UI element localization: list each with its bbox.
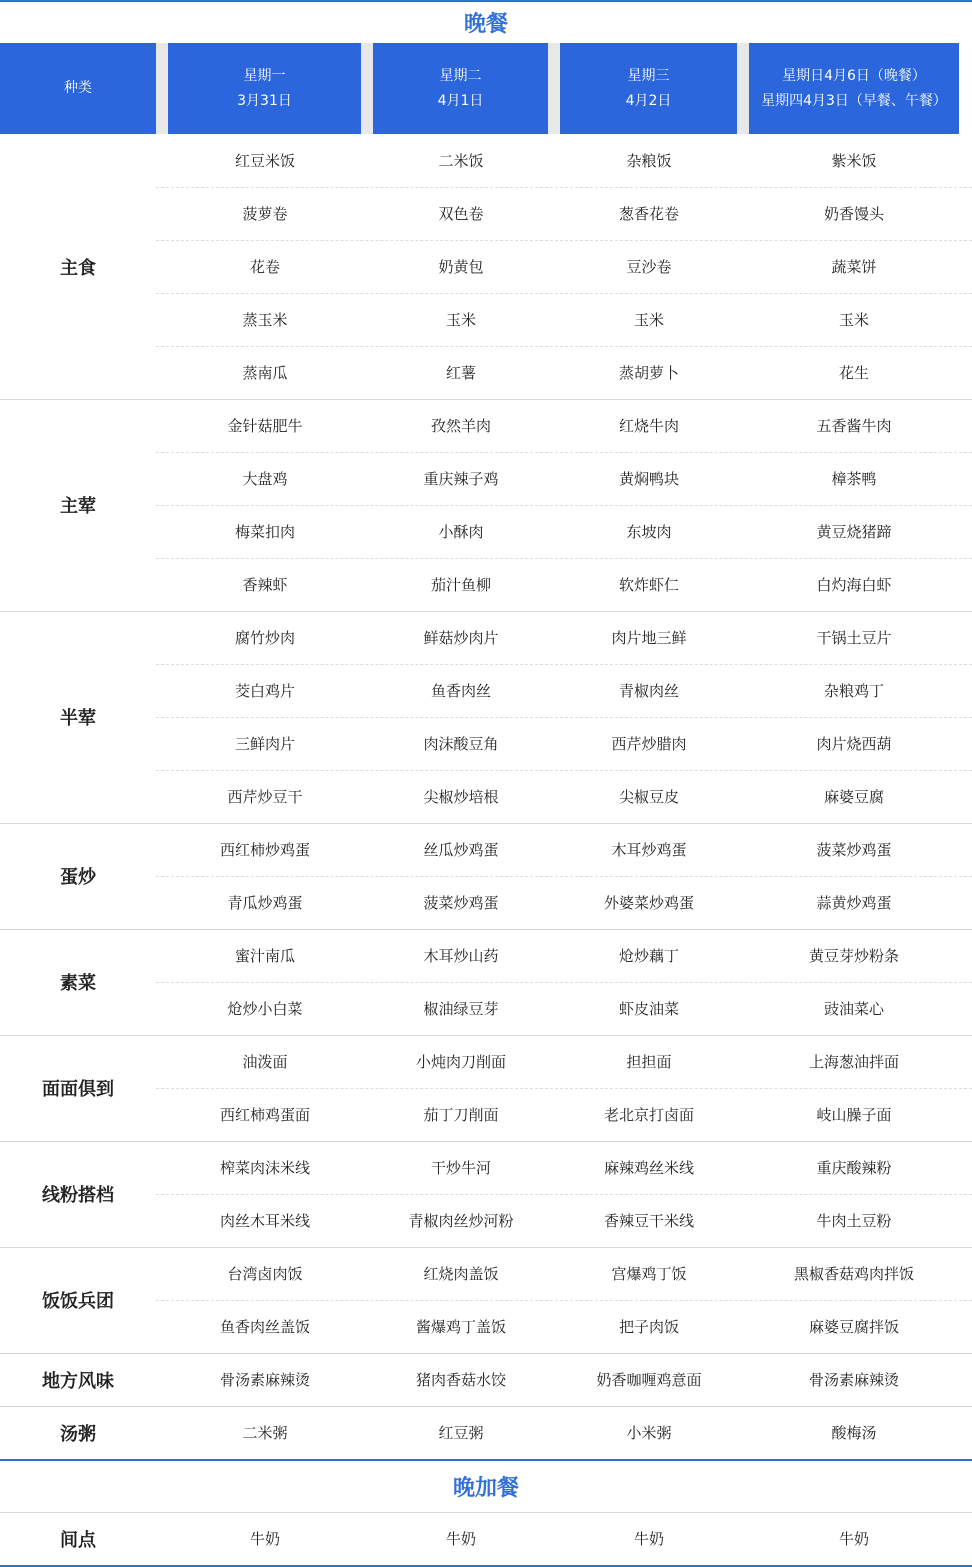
header-day-1-date: 3月31日 [237,92,292,109]
menu-item: 小炖肉刀削面 [415,1053,506,1071]
menu-item: 炝炒小白菜 [227,1000,303,1018]
header-category [0,43,156,134]
menu-item: 丝瓜炒鸡蛋 [423,841,499,859]
header-day-2 [373,43,548,134]
menu-item: 茄汁鱼柳 [430,576,491,594]
header-day-4-date: 星期四4月3日（早餐、午餐） [761,92,947,109]
menu-item: 软炸虾仁 [618,576,679,594]
menu-item: 猪肉香菇水饺 [415,1371,506,1389]
dinner-title: 晚餐 [0,0,972,42]
menu-item: 干炒牛河 [430,1159,491,1177]
menu-item: 黄豆烧猪蹄 [816,523,892,541]
menu-item: 蒸玉米 [242,311,288,329]
menu-item: 大盘鸡 [242,470,288,488]
header-category-label: 种类 [64,80,92,96]
menu-item: 岐山臊子面 [816,1106,892,1124]
menu-item: 木耳炒鸡蛋 [611,841,687,859]
menu-item: 把子肉饭 [618,1318,679,1336]
menu-item: 金针菇肥牛 [227,417,303,435]
menu-item: 酸梅汤 [831,1424,877,1442]
late-meal-title: 晚加餐 [452,1476,519,1501]
menu-item: 牛奶 [445,1530,476,1548]
category-label: 间点 [60,1529,96,1551]
menu-item: 黄焖鸭块 [618,470,679,488]
menu-item: 奶香咖喱鸡意面 [596,1371,702,1389]
menu-item: 白灼海白虾 [816,576,892,594]
menu-item: 奶黄包 [438,258,484,276]
menu-item: 肉片烧西葫 [816,735,892,753]
menu-item: 西红柿鸡蛋面 [219,1106,310,1124]
menu-item: 小米粥 [626,1424,672,1442]
category-label: 面面俱到 [42,1079,114,1100]
menu-item: 蒜黄炒鸡蛋 [816,894,892,912]
menu-item: 孜然羊肉 [430,417,491,435]
menu-item: 红烧牛肉 [618,417,679,435]
header-gap [156,43,168,134]
menu-item: 玉米 [445,311,476,329]
menu-item: 青瓜炒鸡蛋 [227,894,303,912]
menu-item: 外婆菜炒鸡蛋 [603,894,694,912]
header-day-2-weekday: 星期二 [439,67,482,84]
category-label: 蛋炒 [60,867,96,888]
menu-item: 蜜汁南瓜 [234,947,295,965]
menu-item: 西芹炒豆干 [227,788,303,806]
category-label: 素菜 [60,973,96,994]
menu-item: 鱼香肉丝盖饭 [219,1318,310,1336]
menu-item: 鱼香肉丝 [430,682,491,700]
menu-item: 梅菜扣肉 [234,523,295,541]
header-day-3 [560,43,737,134]
menu-item: 老北京打卤面 [603,1106,694,1124]
menu-item: 腐竹炒肉 [234,629,295,647]
menu-item: 牛肉土豆粉 [816,1212,892,1230]
menu-item: 台湾卤肉饭 [227,1265,303,1283]
menu-item: 木耳炒山药 [423,947,499,965]
menu-item: 小酥肉 [438,523,484,541]
menu-item: 花生 [838,364,869,382]
menu-item: 杂粮鸡丁 [823,682,884,700]
menu-item: 东坡肉 [626,523,672,541]
menu-item: 炝炒藕丁 [618,947,679,965]
menu-item: 二米粥 [242,1424,288,1442]
menu-item: 鲜菇炒肉片 [423,629,499,647]
header-day-3-date: 4月2日 [625,92,672,109]
menu-item: 黄豆芽炒粉条 [808,947,899,965]
menu-item: 酱爆鸡丁盖饭 [415,1318,506,1336]
menu-item: 葱香花卷 [618,205,679,223]
menu-item: 花卷 [249,258,280,276]
menu-item: 豉油菜心 [823,1000,884,1018]
category-label: 汤粥 [60,1423,96,1445]
menu-item: 黑椒香菇鸡肉拌饭 [793,1265,914,1283]
header-day-2-date: 4月1日 [437,92,484,109]
menu-item: 红豆粥 [438,1424,484,1442]
menu-item: 油泼面 [242,1053,288,1071]
menu-item: 重庆辣子鸡 [423,470,499,488]
menu-item: 干锅土豆片 [816,629,892,647]
category-label: 线粉搭档 [42,1185,114,1206]
header-day-1-weekday: 星期一 [243,67,286,84]
menu-item: 紫米饭 [831,152,877,170]
menu-item: 香辣豆干米线 [603,1212,694,1230]
menu-item: 菠菜炒鸡蛋 [423,894,499,912]
menu-item: 菠萝卷 [242,205,288,223]
menu-item: 菠菜炒鸡蛋 [816,841,892,859]
menu-item: 肉片地三鲜 [611,629,687,647]
category-label: 半荤 [60,708,96,729]
category-label: 地方风味 [42,1370,114,1392]
menu-item: 肉丝木耳米线 [219,1212,310,1230]
table-header [0,43,972,134]
menu-item: 麻婆豆腐 [823,788,884,806]
menu-item: 牛奶 [633,1530,664,1548]
menu-item: 上海葱油拌面 [808,1053,899,1071]
menu-item: 西红柿炒鸡蛋 [219,841,310,859]
menu-item: 牛奶 [249,1530,280,1548]
menu-item: 蒸南瓜 [242,364,288,382]
menu-item: 双色卷 [438,205,484,223]
menu-item: 红烧肉盖饭 [423,1265,499,1283]
menu-item: 樟茶鸭 [831,470,877,488]
menu-item: 豆沙卷 [626,258,672,276]
menu-item: 玉米 [838,311,869,329]
menu-item: 虾皮油菜 [618,1000,679,1018]
category-label: 主食 [60,257,96,279]
menu-item: 宫爆鸡丁饭 [611,1265,687,1283]
menu-item: 香辣虾 [242,576,288,594]
header-day-4 [749,43,959,134]
menu-item: 重庆酸辣粉 [816,1159,892,1177]
header-gap [737,43,749,134]
menu-item: 牛奶 [838,1530,869,1548]
menu-item: 尖椒豆皮 [618,788,679,806]
menu-item: 茭白鸡片 [234,682,295,700]
menu-item: 红薯 [445,364,476,382]
header-gap [548,43,560,134]
category-label: 主荤 [60,496,96,517]
menu-item: 麻辣鸡丝米线 [603,1159,694,1177]
category-label: 饭饭兵团 [42,1291,114,1312]
menu-item: 骨汤素麻辣烫 [219,1371,310,1389]
menu-item: 茄丁刀削面 [423,1106,499,1124]
menu-item: 蒸胡萝卜 [618,364,679,382]
menu-item: 椒油绿豆芽 [423,1000,499,1018]
menu-item: 杂粮饭 [626,152,672,170]
menu-item: 西芹炒腊肉 [611,735,687,753]
header-day-4-weekday: 星期日4月6日（晚餐） [782,67,926,84]
menu-item: 肉沫酸豆角 [423,735,499,753]
menu-item: 五香酱牛肉 [816,417,892,435]
menu-item: 担担面 [626,1053,672,1071]
menu-item: 二米饭 [438,152,484,170]
menu-item: 蔬菜饼 [831,258,877,276]
menu-item: 三鲜肉片 [234,735,295,753]
menu-item: 玉米 [633,311,664,329]
menu-item: 红豆米饭 [234,152,295,170]
menu-item: 榨菜肉沫米线 [219,1159,310,1177]
menu-item: 麻婆豆腐拌饭 [808,1318,899,1336]
menu-item: 奶香馒头 [823,205,884,223]
header-day-3-weekday: 星期三 [627,67,670,84]
header-day-1 [168,43,361,134]
menu-item: 尖椒炒培根 [423,788,499,806]
header-gap [361,43,373,134]
menu-item: 骨汤素麻辣烫 [808,1371,899,1389]
menu-item: 青椒肉丝炒河粉 [408,1212,514,1230]
menu-item: 青椒肉丝 [618,682,679,700]
